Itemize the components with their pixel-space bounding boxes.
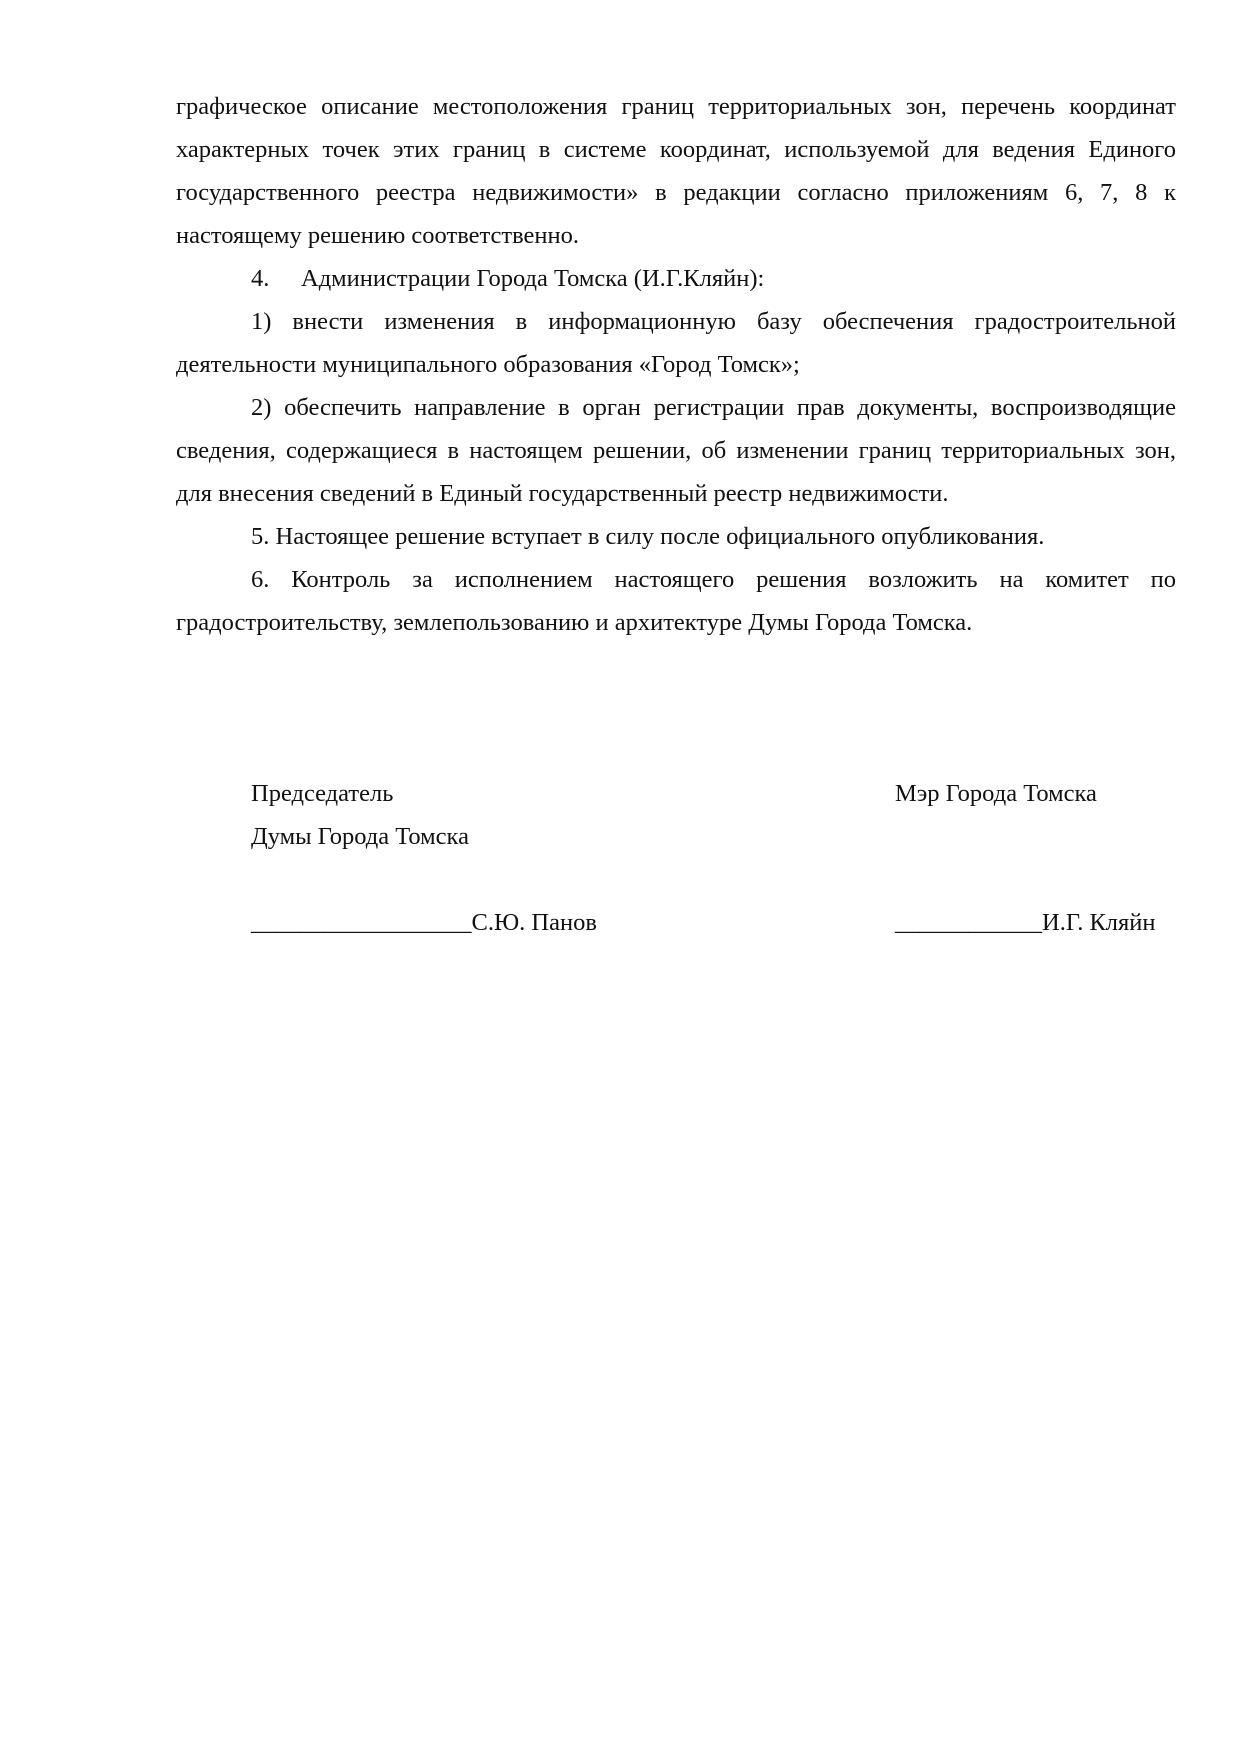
chairman-title-line-2: Думы Города Томска	[251, 823, 469, 850]
chairman-title-line-1: Председатель	[251, 780, 394, 807]
mayor-signature-line: ____________И.Г. Кляйн	[895, 909, 1156, 936]
chairman-title	[251, 772, 469, 858]
mayor-title	[895, 772, 1097, 815]
paragraph-4	[176, 257, 1176, 300]
paragraph-continuation: графическое описание местоположения границ территориальных зон, перечень координат характерных точек этих границ в системе координат, используемой для ведения Единого государственного реестра недвижимости» в редакции согласно приложениям 6, 7, 8 к настоящему решению соответственно.	[176, 93, 1176, 249]
paragraph-4-item-2: 2) обеспечить направление в орган регистрации прав документы, воспроизводящие сведения, содержащиеся в настоящем решении, об изменении границ территориальных зон, для внесения сведений в Единый государственный реестр недвижимости.	[176, 394, 1176, 507]
paragraph-4-text: Администрации Города Томска (И.Г.Кляйн):	[301, 265, 765, 292]
document-body	[176, 85, 1176, 644]
paragraph-4-number: 4.	[251, 265, 270, 292]
paragraph-4-item-1: 1) внести изменения в информационную базу обеспечения градостроительной деятельности муниципального образования «Город Томск»;	[176, 308, 1176, 378]
mayor-title-line-1: Мэр Города Томска	[895, 780, 1097, 807]
paragraph-6: 6. Контроль за исполнением настоящего решения возложить на комитет по градостроительству, землепользованию и архитектуре Думы Города Томска.	[176, 566, 1176, 636]
chairman-signature-line: __________________С.Ю. Панов	[251, 909, 597, 936]
paragraph-5: 5. Настоящее решение вступает в силу после официального опубликования.	[251, 523, 1045, 550]
